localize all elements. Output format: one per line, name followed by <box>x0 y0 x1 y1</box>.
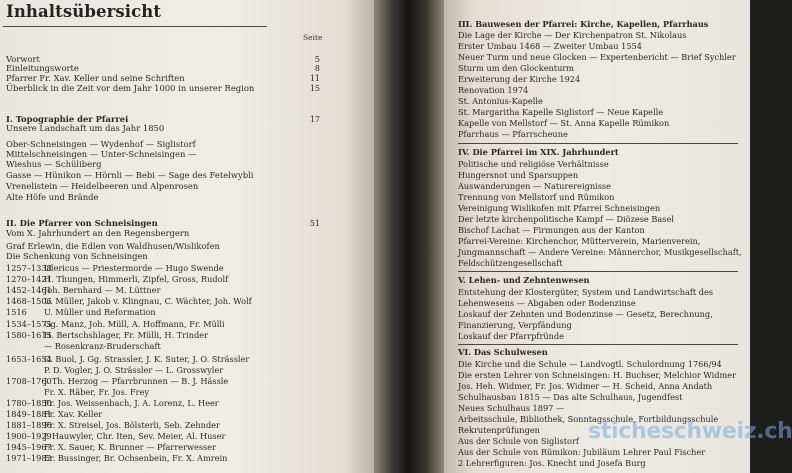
toc-line: Mittelschneisingen — Unter-Schneisingen — <box>6 149 197 159</box>
toc-page-number: 51 <box>309 219 320 228</box>
toc-line: Pfarrhaus — Pfarrscheune <box>458 129 568 139</box>
toc-line: 2 Lehrerfiguren: Jos. Knecht und Josefa Burg <box>458 458 646 468</box>
pastor-row: 1881–1896Fr. X. Streisel, Jos. Bölsterli, Seb. Zehnder <box>6 420 220 430</box>
pastor-row: 1468–1506U. Müller, Jakob v. Klingnau, C. Wächter, Joh. Wolf <box>6 296 252 306</box>
pastor-row: 1452–1461Joh. Bernhard — M. Lüttner <box>6 285 161 295</box>
toc-line: Alte Höfe und Brände <box>6 192 99 202</box>
toc-line: Neuer Turm und neue Glocken — Expertenbericht — Brief Sychler <box>458 52 736 62</box>
toc-line: Die Kirche und die Schule — Landvogtl. Schulordnung 1766/94 <box>458 359 722 369</box>
toc-line: Kapelle von Mellstorf — St. Anna Kapelle Rümikon <box>458 118 670 128</box>
toc-entry: Pfarrer Fr. Xav. Keller und seine Schriften <box>6 73 185 83</box>
pastor-row: 1534–1575Gg. Manz, Joh. Müll, A. Hoffmann, Fr. Mülli <box>6 319 225 329</box>
section-heading: II. Die Pfarrer von Schneisingen <box>6 218 158 228</box>
toc-page-number: 5 <box>314 55 320 64</box>
toc-entry: Einleitungsworte <box>6 63 79 73</box>
toc-line: Lehenwesens — Abgaben oder Bodenzinse <box>458 298 636 308</box>
toc-line: Renovation 1974 <box>458 85 529 95</box>
toc-line: Wieshus — Schüliberg <box>6 159 102 169</box>
toc-line: Ober-Schneisingen — Wydenhof — Siglistorf <box>6 139 196 149</box>
pastor-row: — Rosenkranz-Bruderschaft <box>44 341 161 351</box>
toc-line: Sturm um den Glockenturm <box>458 63 575 73</box>
toc-line: Jungmannschaft — Andere Vereine: Männerchor, Musikgesellschaft, <box>458 247 742 257</box>
toc-line: Finanzierung, Verpfändung <box>458 320 572 330</box>
pastor-row: 1653–1654O. Buol, J. Gg. Strassler, J. K. Suter, J. O. Strässler <box>6 354 250 364</box>
pastor-row: 1971–1982Fr. Bussinger, Br. Ochsenbein, Fr. X. Amrein <box>6 453 228 463</box>
toc-line: Bischof Lachat — Firmungen aus der Kanton <box>458 225 645 235</box>
right-page <box>444 0 750 473</box>
pastor-row: 1516 U. Müller und Reformation <box>6 307 156 317</box>
toc-line: Schulhausbau 1815 — Das alte Schulhaus, Jugendfest <box>458 392 683 402</box>
toc-line: Auswanderungen — Naturereignisse <box>458 181 611 191</box>
toc-line: Rekrutenprüfungen <box>458 425 540 435</box>
book-gutter <box>374 0 444 473</box>
left-page <box>0 0 374 473</box>
section-heading: IV. Die Pfarrei im XIX. Jahrhundert <box>458 147 619 157</box>
toc-line: Die Lage der Kirche — Der Kirchenpatron St. Nikolaus <box>458 30 687 40</box>
toc-line: Gasse — Hünikon — Hörnli — Bebi — Sage des Fetelwybli <box>6 170 254 180</box>
section-heading: V. Lehen- und Zehntenwesen <box>458 275 590 285</box>
toc-entry: Vorwort <box>6 54 40 64</box>
section-heading: III. Bauwesen der Pfarrei: Kirche, Kapellen, Pfarrhaus <box>458 19 709 29</box>
toc-line: Die Schenkung von Schneisingen <box>6 251 148 261</box>
toc-line: Aus der Schule von Siglistorf <box>458 436 579 446</box>
toc-line: Politische und religiöse Verhältnisse <box>458 159 609 169</box>
toc-line: Erster Umbau 1468 — Zweiter Umbau 1554 <box>458 41 642 51</box>
section-rule <box>458 344 738 345</box>
seite-column-header: Seite <box>303 33 323 42</box>
toc-line: Hungersnot und Sparsuppen <box>458 170 579 180</box>
pastor-row: 1270–1421H. Thungen, Himmerli, Zipfel, Gross, Rudolf <box>6 274 229 284</box>
toc-line: Loskauf der Pfarrpfründe <box>458 331 564 341</box>
toc-line: Graf Erlewin, die Edlen von Waldhusen/Wislikofen <box>6 241 220 251</box>
section-heading: I. Topographie der Pfarrei <box>6 114 129 124</box>
section-heading: VI. Das Schulwesen <box>458 347 548 357</box>
pastor-row: 1849–1881Fr. Xav. Keller <box>6 409 103 419</box>
toc-line: St. Margaritha Kapelle Siglistorf — Neue Kapelle <box>458 107 664 117</box>
toc-page-number: 15 <box>309 84 320 93</box>
toc-line: Jos. Heh. Widmer, Fr. Jos. Widmer — H. Scheid, Anna Andath <box>458 381 713 391</box>
toc-line: Vrenelistein — Heidelbeeren und Alpenrosen <box>6 181 199 191</box>
toc-line: Die ersten Lehrer von Schneisingen: H. Buchser, Melchior Widmer <box>458 370 737 380</box>
section-rule <box>458 143 738 144</box>
page-title: Inhaltsübersicht <box>6 2 162 21</box>
toc-line: Aus der Schule von Rümikon: Jubiläum Lehrer Paul Fischer <box>458 447 706 457</box>
pastor-row: 1580–1615H. Bertschshlager, Fr. Mülli, H. Trinder <box>6 330 208 340</box>
toc-page-number: 11 <box>309 74 320 83</box>
section-rule <box>458 271 738 272</box>
toc-line: Pfarrei-Vereine: Kirchenchor, Mütterverein, Marienverein, <box>458 236 701 246</box>
toc-page-number: 8 <box>314 64 320 73</box>
pastor-row: 1780–1850Fr. Jos. Weissenbach, J. A. Lorenz, L. Heer <box>6 398 219 408</box>
pastor-row: 1257–1338Ulericus — Priestermorde — Hugo Swende <box>6 263 224 273</box>
toc-line: Unsere Landschaft um das Jahr 1850 <box>6 123 165 133</box>
toc-line: Loskauf der Zehnten und Bodenzinse — Gesetz, Berechnung, <box>458 309 713 319</box>
toc-line: St. Antonius-Kapelle <box>458 96 543 106</box>
toc-line: Vereinigung Wislikofen mit Pfarrei Schneisingen <box>458 203 661 213</box>
pastor-row: P. D. Vogler, J. O. Strässler — L. Grosswyler <box>44 365 224 375</box>
toc-line: Erweiterung der Kirche 1924 <box>458 74 581 84</box>
pastor-row: 1708–1760J. Th. Herzog — Pfarrbrunnen — B. J. Hässle <box>6 376 229 386</box>
toc-line: Neues Schulhaus 1897 — <box>458 403 565 413</box>
toc-page-number: 17 <box>309 115 320 124</box>
toc-line: Entstehung der Klostergüter, System und Landwirtschaft des <box>458 287 714 297</box>
toc-line: Trennung von Mellstorf und Rümikon <box>458 192 615 202</box>
title-rule <box>3 26 267 27</box>
pastor-row: 1945–1967Fr. X. Sauer, K. Brunner — Pfarrerwesser <box>6 442 217 452</box>
pastor-row: Fr. X. Räber, Fr. Jos. Frey <box>44 387 150 397</box>
toc-line: Der letzte kirchenpolitische Kampf — Diözese Basel <box>458 214 674 224</box>
toc-line: Arbeitsschule, Bibliothek, Sonntagsschule, Fortbildungsschule <box>458 414 719 424</box>
toc-entry: Überblick in die Zeit vor dem Jahr 1000 in unserer Region <box>6 83 255 93</box>
watermark: sticheschweiz.ch <box>588 419 792 444</box>
toc-line: Feldschützengesellschaft <box>458 258 563 268</box>
pastor-row: 1900–1929J. Hauwyler, Chr. Iten, Sev. Meier, Al. Huser <box>6 431 226 441</box>
toc-line: Vom X. Jahrhundert an den Regensbergern <box>6 228 190 238</box>
